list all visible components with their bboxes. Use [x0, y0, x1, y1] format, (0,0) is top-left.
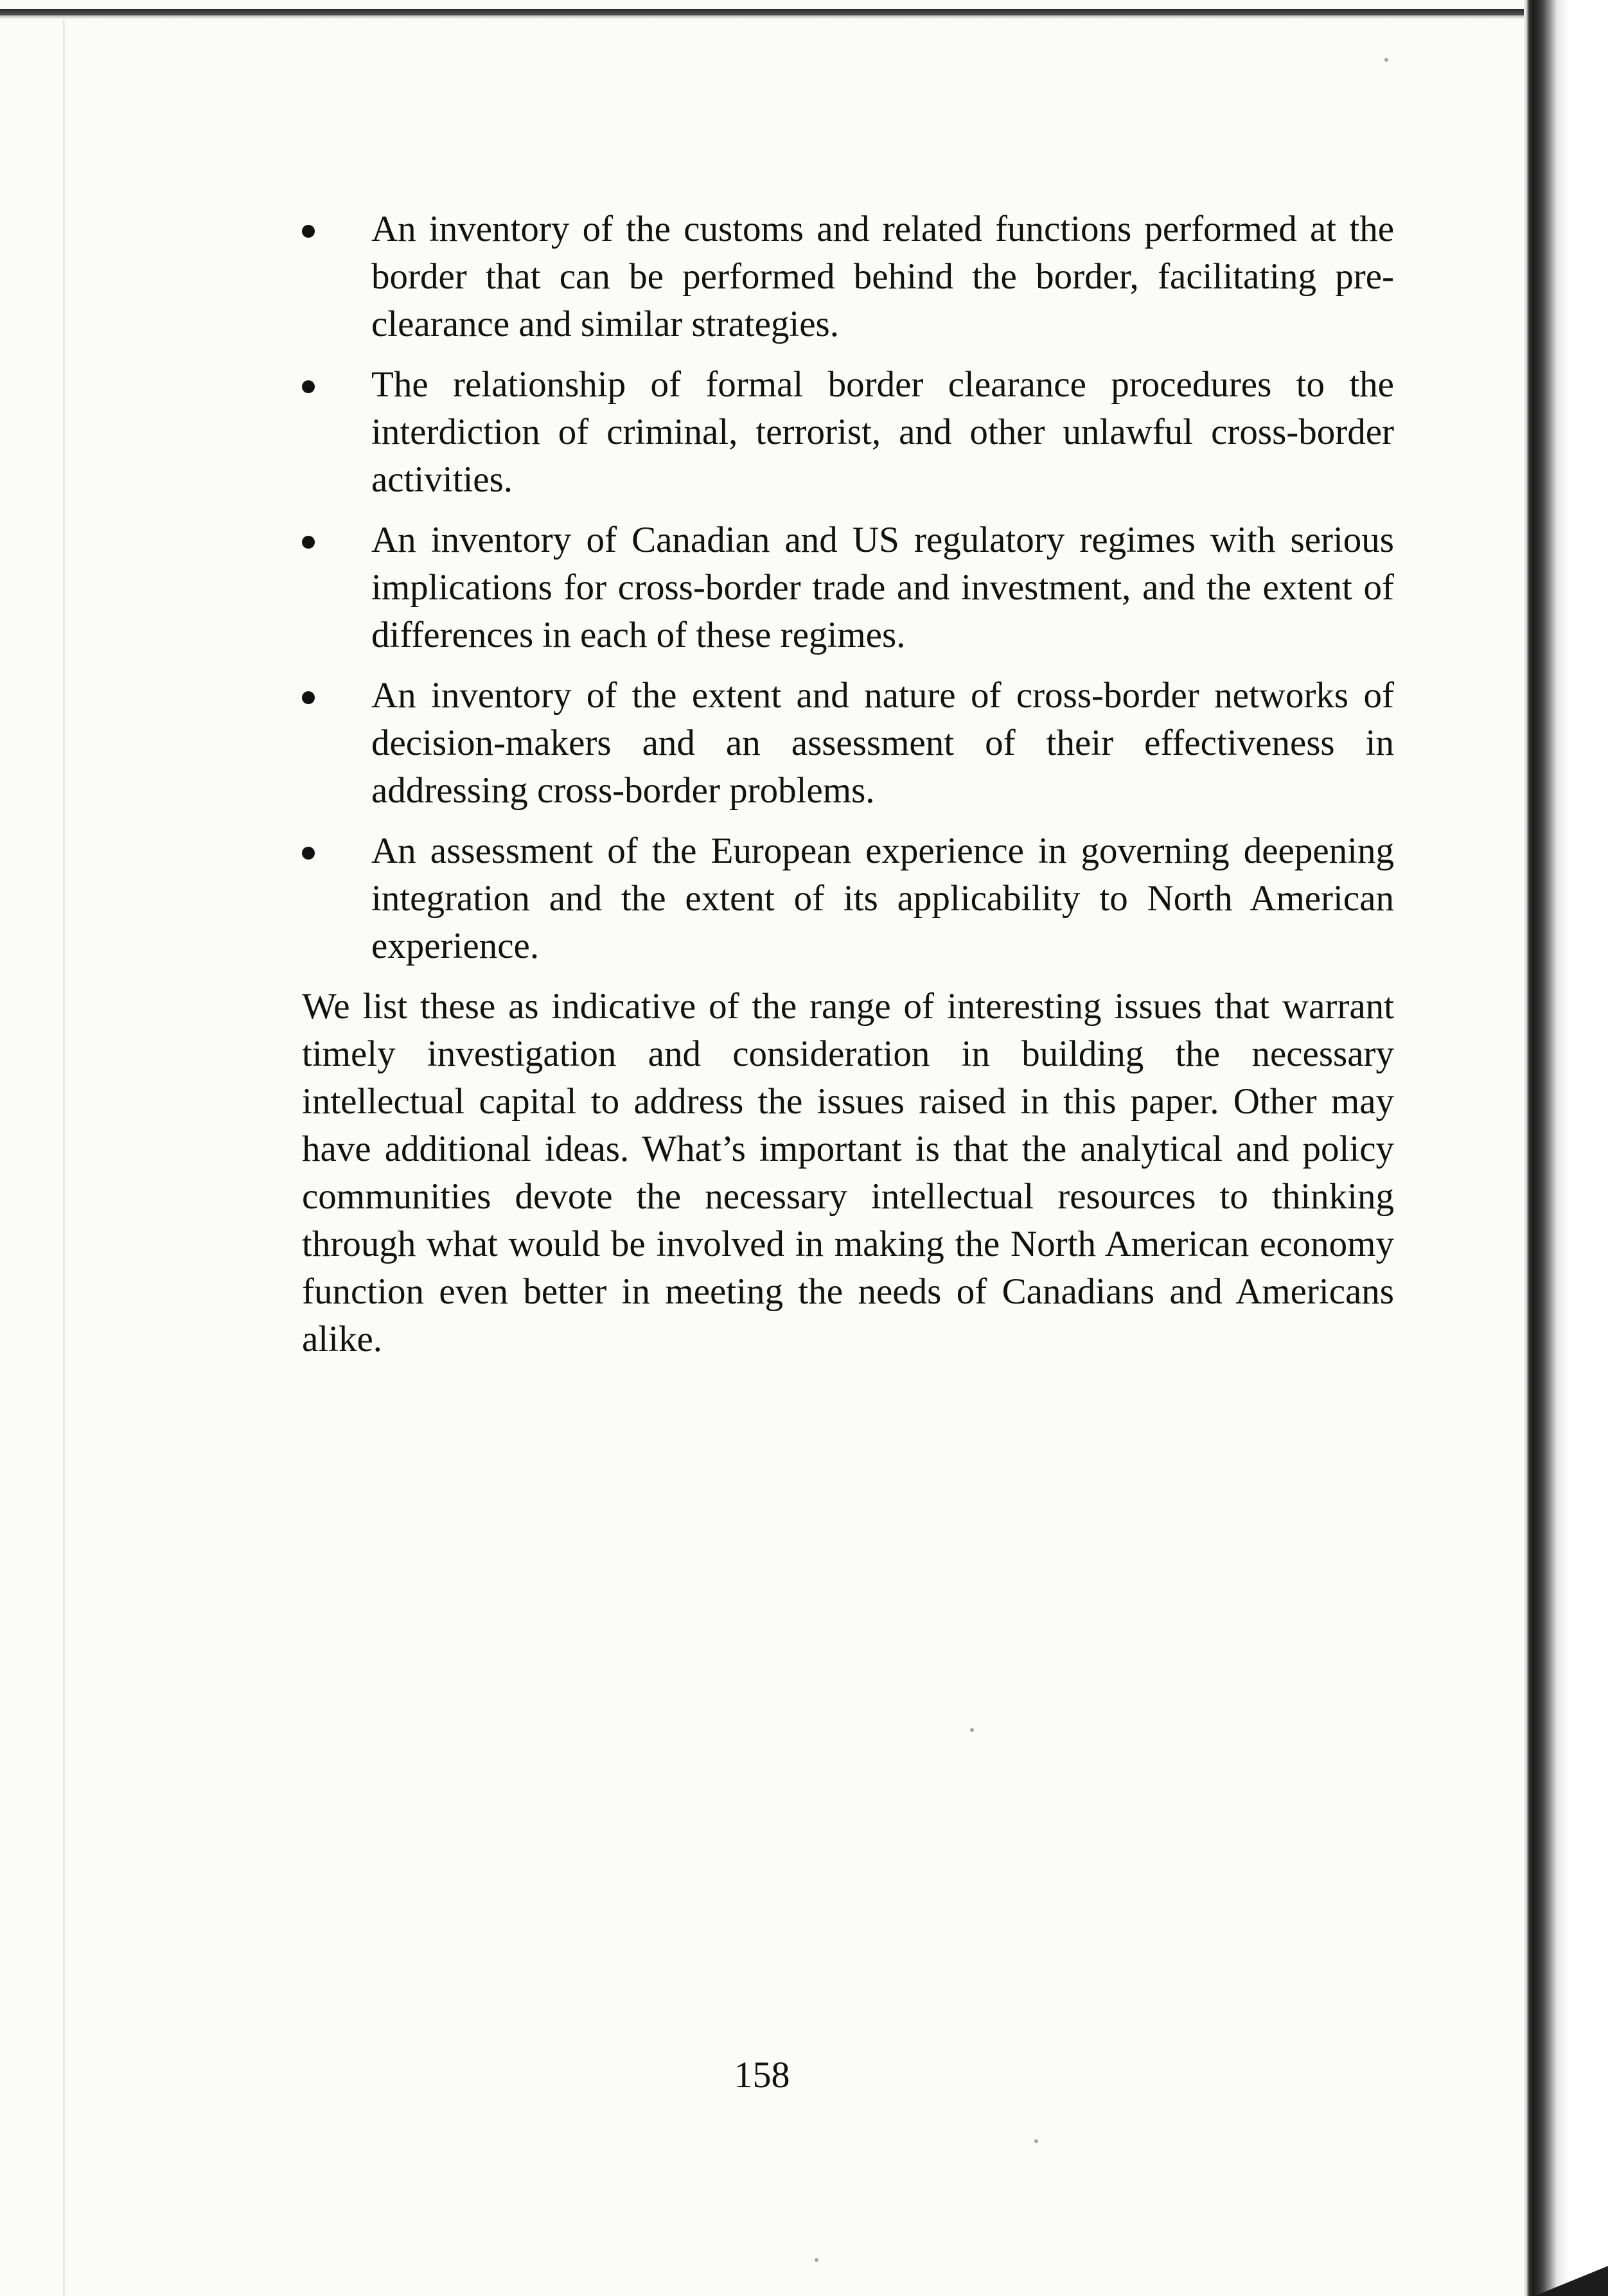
bullet-text: An inventory of the customs and related functions performed at the border that can be performed behind the border, facilitating pre-clearance and similar strategies. — [371, 209, 1394, 344]
bullet-icon — [302, 536, 315, 549]
bullet-text: An assessment of the European experience in governing deepening integration and the extent of its applicability to North American experience. — [371, 831, 1394, 966]
bullet-text: An inventory of the extent and nature of cross-border networks of decision-makers and an assessment of their effectiveness in addressing cross-border problems. — [371, 675, 1394, 811]
body-text — [302, 206, 1394, 1363]
bullet-item — [302, 672, 1394, 815]
body-paragraph: We list these as indicative of the range of interesting issues that warrant timely investigation and consideration in building the necessary intellectual capital to address the issues raised in this paper. Other may have additional ideas. What’s important is that the analytical and policy communities devote the necessary intellectual resources to thinking through what would be involved in making the North American economy function even better in meeting the needs of Canadians and Americans alike. — [302, 986, 1394, 1359]
bullet-icon — [302, 225, 315, 238]
scan-speck — [1034, 2139, 1038, 2143]
bullet-icon — [302, 847, 315, 860]
bullet-text: An inventory of Canadian and US regulatory regimes with serious implications for cross-border trade and investment, and the extent of differences in each of these regimes. — [371, 520, 1394, 655]
bullet-text: The relationship of formal border clearance procedures to the interdiction of criminal, terrorist, and other unlawful cross-border activities. — [371, 364, 1394, 500]
page-number: 158 — [734, 2054, 790, 2096]
scan-speck — [1384, 58, 1388, 62]
bullet-item — [302, 361, 1394, 504]
top-edge-shadow — [0, 15, 1529, 19]
bullet-item — [302, 517, 1394, 659]
left-page-fold — [63, 19, 66, 2296]
scan-speck — [815, 2258, 818, 2262]
top-edge-rule — [0, 9, 1529, 15]
bullet-list — [302, 206, 1394, 970]
bullet-item — [302, 827, 1394, 970]
bullet-icon — [302, 691, 315, 704]
book-binding-edge — [1524, 0, 1608, 2296]
scan-speck — [970, 1728, 974, 1732]
bullet-icon — [302, 380, 315, 393]
bullet-item — [302, 206, 1394, 348]
